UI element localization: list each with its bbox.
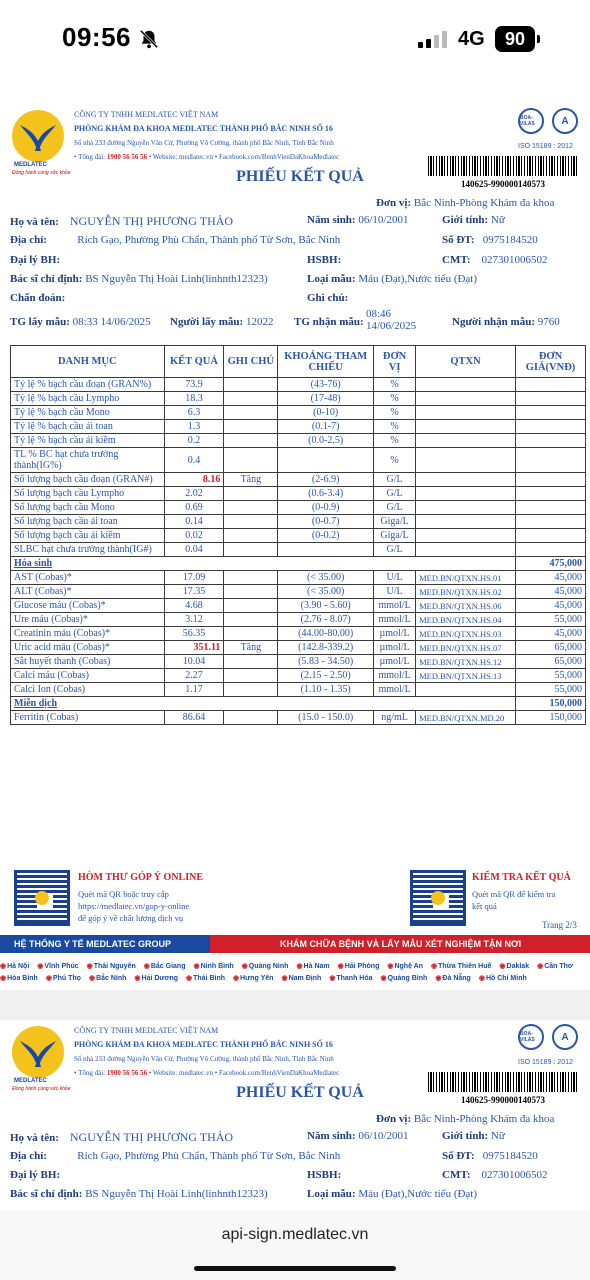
city-item: ◉ Quảng Bình (381, 975, 428, 982)
insurance-agent-field: Đại lý BH: (10, 1169, 61, 1181)
test-price: 65,000 (516, 641, 586, 655)
city-item: ◉ Hưng Yên (233, 975, 273, 982)
test-unit: % (374, 420, 416, 434)
test-name: Tỷ lệ % bạch cầu đoạn (GRAN%) (11, 378, 165, 392)
test-unit: G/L (374, 501, 416, 515)
test-unit: G/L (374, 473, 416, 487)
test-name: Số lượng bạch cầu ái toan (11, 515, 165, 529)
city-item: ◉ Vĩnh Phúc (37, 963, 78, 970)
test-unit: % (374, 406, 416, 420)
table-row (11, 378, 586, 392)
test-unit: mmol/L (374, 613, 416, 627)
bird-logo-icon (18, 119, 58, 153)
diagnosis-field: Chẩn đoán: (10, 292, 66, 304)
feedback-link[interactable]: https://medlatec.vn/gop-y-online (78, 901, 190, 911)
test-name: ALT (Cobas)* (11, 585, 165, 599)
group-price: 475,000 (516, 557, 586, 571)
test-price: 55,000 (516, 683, 586, 697)
test-procedure-code: MED.BN/QTXN.HS.07 (416, 641, 516, 655)
browser-address-bar[interactable] (0, 1210, 590, 1280)
table-row (11, 571, 586, 585)
clinic-name: PHÒNG KHÁM ĐA KHOA MEDLATEC THÀNH PHỐ BẮC NINH SỐ 16 (74, 124, 333, 133)
test-name: Số lượng bạch cầu ái kiềm (11, 529, 165, 543)
test-note (224, 392, 278, 406)
table-row (11, 543, 586, 557)
phone-field: Số ĐT: 0975184520 (442, 1150, 538, 1162)
page-title: PHIẾU KẾT QUẢ (236, 168, 364, 185)
test-procedure-code (416, 487, 516, 501)
test-reference: (< 35.00) (278, 571, 374, 585)
test-result: 18.3 (164, 392, 224, 406)
test-name: Sắt huyết thanh (Cobas) (11, 655, 165, 669)
test-note (224, 543, 278, 557)
cities-row-2 (0, 974, 590, 982)
city-item: ◉ Nghệ An (387, 963, 423, 970)
table-row (11, 711, 586, 725)
test-procedure-code (416, 501, 516, 515)
test-note (224, 669, 278, 683)
cmt-field: CMT: 027301006502 (442, 254, 548, 266)
table-row (11, 529, 586, 543)
test-price (516, 392, 586, 406)
logo-text: MEDLATEC (14, 162, 47, 168)
city-item: ◉ Hải Dương (134, 975, 178, 982)
iso-text: ISO 15189 : 2012 (518, 1059, 573, 1066)
table-row (11, 641, 586, 655)
test-result: 86.64 (164, 711, 224, 725)
col-header: GHI CHÚ (224, 346, 278, 378)
city-item: ◉ Hải Phòng (338, 963, 380, 970)
test-name: Ferritin (Cobas) (11, 711, 165, 725)
feedback-title: HÒM THƯ GÓP Ý ONLINE (78, 872, 204, 883)
test-price: 65,000 (516, 655, 586, 669)
iso-badge: BOA-VILAS (518, 1024, 544, 1050)
logo-slogan: Đồng hành cùng sức khỏe (12, 1086, 71, 1092)
note-field: Ghi chú: (307, 292, 349, 304)
city-item: ◉ Hòa Bình (0, 975, 38, 982)
test-unit: mmol/L (374, 599, 416, 613)
city-item: ◉ Daklak (499, 963, 529, 970)
table-row (11, 613, 586, 627)
test-reference: (5.83 - 34.50) (278, 655, 374, 669)
group-price: 150,000 (516, 697, 586, 711)
test-note (224, 406, 278, 420)
test-procedure-code: MED.BN/QTXN.HS.04 (416, 613, 516, 627)
group-name: Hóa sinh (11, 557, 516, 571)
test-name: Tỷ lệ % bạch cầu Mono (11, 406, 165, 420)
results-header-row (11, 346, 586, 378)
test-procedure-code (416, 683, 516, 697)
city-item: ◉ Thái Nguyên (87, 963, 136, 970)
logo-slogan: Đồng hành cùng sức khỏe (12, 170, 71, 176)
test-note (224, 683, 278, 697)
medlatec-logo (12, 1026, 64, 1078)
test-procedure-code (416, 406, 516, 420)
table-row (11, 487, 586, 501)
table-row (11, 501, 586, 515)
test-name: TL % BC hạt chưa trưởng thành(IG%) (11, 448, 165, 473)
banner-left: HỆ THỐNG Y TẾ MEDLATEC GROUP (0, 935, 210, 953)
test-price (516, 543, 586, 557)
unit-field: Đơn vị: Bắc Ninh-Phòng Khám đa khoa (376, 197, 555, 209)
table-row (11, 585, 586, 599)
test-unit: mmol/L (374, 669, 416, 683)
test-result: 6.3 (164, 406, 224, 420)
table-group-row (11, 697, 586, 711)
clinic-contact: • Tổng đài: 1900 56 56 56 • Website: medlatec.vn • Facebook.com/BenhVienDaKhoaMedlatec (74, 1069, 340, 1077)
test-note (224, 434, 278, 448)
test-note (224, 585, 278, 599)
test-note (224, 501, 278, 515)
name-field: Họ và tên: NGUYỄN THỊ PHƯƠNG THẢO (10, 1130, 234, 1144)
test-result: 1.3 (164, 420, 224, 434)
test-reference: (142.8-339.2) (278, 641, 374, 655)
test-note (224, 420, 278, 434)
test-note (224, 571, 278, 585)
test-procedure-code: MED.BN/QTXN.HS.03 (416, 627, 516, 641)
table-row (11, 599, 586, 613)
test-price (516, 501, 586, 515)
table-row (11, 655, 586, 669)
test-name: Tỷ lệ % bạch cầu Lympho (11, 392, 165, 406)
test-price (516, 487, 586, 501)
iso-badge: A (552, 108, 578, 134)
test-price: 150,000 (516, 711, 586, 725)
dob-field: Năm sinh: 06/10/2001 (307, 1130, 409, 1142)
unit-field: Đơn vị: Bắc Ninh-Phòng Khám đa khoa (376, 1113, 555, 1125)
test-unit: U/L (374, 585, 416, 599)
clinic-address: Số nhà 233 đường Nguyễn Văn Cừ, Phường Võ Cường, thành phố Bắc Ninh, Tỉnh Bắc Ninh (74, 1055, 334, 1063)
table-row (11, 420, 586, 434)
col-header: KHOẢNG THAM CHIẾU (278, 346, 374, 378)
sample-type-field: Loại mẫu: Máu (Đạt),Nước tiểu (Đạt) (307, 1188, 478, 1200)
test-name: Số lượng bạch cầu Lympho (11, 487, 165, 501)
test-result: 0.14 (164, 515, 224, 529)
col-header: ĐƠN VỊ (374, 346, 416, 378)
test-unit: % (374, 448, 416, 473)
phone-field: Số ĐT: 0975184520 (442, 234, 538, 246)
feedback-qr-code[interactable] (14, 870, 70, 926)
test-unit: Giga/L (374, 529, 416, 543)
silent-bell-icon (138, 28, 160, 50)
doctor-field: Bác sĩ chỉ định: BS Nguyễn Thị Hoài Linh(linhnth12323) (10, 1188, 268, 1200)
test-note (224, 378, 278, 392)
city-item: ◉ Quảng Ninh (242, 963, 289, 970)
test-reference: (1.10 - 1.35) (278, 683, 374, 697)
barcode-number: 140625-990000140573 (461, 179, 545, 189)
hsbh-field: HSBH: (307, 254, 342, 266)
test-price (516, 406, 586, 420)
test-reference: (2.76 - 8.07) (278, 613, 374, 627)
hsbh-field: HSBH: (307, 1169, 342, 1181)
test-procedure-code (416, 515, 516, 529)
test-name: AST (Cobas)* (11, 571, 165, 585)
city-item: ◉ Nam Định (281, 975, 321, 982)
table-row (11, 669, 586, 683)
address-field: Địa chỉ: Rích Gạo, Phường Phù Chẩn, Thành phố Từ Sơn, Bắc Ninh (10, 234, 341, 246)
status-time: 09:56 (62, 22, 131, 52)
test-unit: mmol/L (374, 683, 416, 697)
city-item: ◉ Thừa Thiên Huế (431, 963, 491, 970)
test-result: 17.09 (164, 571, 224, 585)
test-unit: µmol/L (374, 655, 416, 669)
city-item: ◉ Đà Nẵng (435, 975, 471, 982)
test-reference (278, 448, 374, 473)
test-note (224, 599, 278, 613)
check-result-qr-code[interactable] (410, 870, 466, 926)
footer-banner (0, 935, 590, 953)
company-name: CÔNG TY TNHH MEDLATEC VIỆT NAM (74, 1026, 219, 1035)
test-note (224, 529, 278, 543)
city-item: ◉ Hồ Chí Minh (479, 975, 527, 982)
test-name: Ure máu (Cobas)* (11, 613, 165, 627)
city-item: ◉ Thái Bình (186, 975, 225, 982)
test-reference: (43-76) (278, 378, 374, 392)
group-name: Miễn dịch (11, 697, 516, 711)
test-price: 45,000 (516, 585, 586, 599)
test-result: 56.35 (164, 627, 224, 641)
test-procedure-code (416, 543, 516, 557)
test-result: 73.9 (164, 378, 224, 392)
test-name: Tỷ lệ % bạch cầu ái kiềm (11, 434, 165, 448)
test-note (224, 515, 278, 529)
iso-text: ISO 15189 : 2012 (518, 143, 573, 150)
iso-badge: BOA-VILAS (518, 108, 544, 134)
test-unit: G/L (374, 543, 416, 557)
test-result: 0.2 (164, 434, 224, 448)
page-number: Trang 2/3 (542, 920, 577, 930)
test-reference (278, 543, 374, 557)
test-price: 55,000 (516, 669, 586, 683)
test-result: 8.16 (164, 473, 224, 487)
sample-taker-field: Người lấy mẫu: 12022 (170, 316, 274, 328)
feedback-text: Quét mã QR hoặc truy cập https://medlatec.vn/gop-y-online để góp ý về chất lượng dịch vụ (78, 889, 190, 923)
city-item: ◉ Phú Thọ (46, 975, 81, 982)
col-header: KẾT QUẢ (164, 346, 224, 378)
table-row (11, 683, 586, 697)
test-price (516, 378, 586, 392)
test-result: 17.35 (164, 585, 224, 599)
table-row (11, 448, 586, 473)
page-gap (0, 990, 590, 1020)
test-name: Calci Ion (Cobas) (11, 683, 165, 697)
test-unit: ng/mL (374, 711, 416, 725)
test-result: 2.02 (164, 487, 224, 501)
banner-right: KHÁM CHỮA BỆNH VÀ LẤY MẪU XÉT NGHIỆM TẬN NƠI (210, 935, 590, 953)
name-field: Họ và tên: NGUYỄN THỊ PHƯƠNG THẢO (10, 214, 234, 228)
barcode-number: 140625-990000140573 (461, 1095, 545, 1105)
test-procedure-code (416, 529, 516, 543)
test-name: Creatinin máu (Cobas)* (11, 627, 165, 641)
city-item: ◉ Hà Nội (0, 963, 29, 970)
test-procedure-code: MED.BN/QTXN.HS.13 (416, 669, 516, 683)
test-reference: (2.15 - 2.50) (278, 669, 374, 683)
test-note (224, 487, 278, 501)
check-result-text: Quét mã QR để kiểm tra kết quả (472, 889, 556, 911)
test-reference: (3.90 - 5.60) (278, 599, 374, 613)
test-name: Số lượng bạch cầu Mono (11, 501, 165, 515)
clinic-contact: • Tổng đài: 1900 56 56 56 • Website: medlatec.vn • Facebook.com/BenhVienDaKhoaMedlatec (74, 153, 340, 161)
test-name: SLBC hạt chưa trưởng thành(IG#) (11, 543, 165, 557)
test-unit: µmol/L (374, 641, 416, 655)
battery-icon: 90 (495, 26, 535, 52)
test-unit: % (374, 434, 416, 448)
test-procedure-code (416, 392, 516, 406)
test-price (516, 515, 586, 529)
test-price: 45,000 (516, 627, 586, 641)
city-item: ◉ Ninh Bình (193, 963, 233, 970)
receive-time-value: 08:46 14/06/2025 (366, 308, 417, 332)
signal-icon (418, 30, 447, 48)
test-result: 10.04 (164, 655, 224, 669)
test-procedure-code (416, 448, 516, 473)
receiver-field: Người nhận mẫu: 9760 (452, 316, 560, 328)
result-page-next (0, 1020, 590, 1210)
sex-field: Giới tính: Nữ (442, 214, 505, 226)
col-header: DANH MỤC (11, 346, 165, 378)
test-unit: % (374, 392, 416, 406)
test-note (224, 613, 278, 627)
test-reference: (17-48) (278, 392, 374, 406)
iso-badge: A (552, 1024, 578, 1050)
test-result: 0.04 (164, 543, 224, 557)
test-unit: G/L (374, 487, 416, 501)
test-unit: U/L (374, 571, 416, 585)
test-note (224, 627, 278, 641)
insurance-agent-field: Đại lý BH: (10, 254, 61, 266)
test-reference: (0.6-3.4) (278, 487, 374, 501)
results-body (11, 378, 586, 725)
test-reference: (0-0.2) (278, 529, 374, 543)
city-item: ◉ Hà Nam (296, 963, 329, 970)
test-name: Số lượng bạch cầu đoạn (GRAN#) (11, 473, 165, 487)
test-procedure-code (416, 420, 516, 434)
city-item: ◉ Thanh Hóa (329, 975, 372, 982)
results-table (10, 345, 586, 725)
test-note (224, 711, 278, 725)
test-note: Tăng (224, 473, 278, 487)
address-field: Địa chỉ: Rích Gạo, Phường Phù Chẩn, Thành phố Từ Sơn, Bắc Ninh (10, 1150, 341, 1162)
test-result: 351.11 (164, 641, 224, 655)
table-row (11, 473, 586, 487)
test-price (516, 529, 586, 543)
test-result: 0.4 (164, 448, 224, 473)
test-price (516, 434, 586, 448)
company-name: CÔNG TY TNHH MEDLATEC VIỆT NAM (74, 110, 219, 119)
test-name: Glucose máu (Cobas)* (11, 599, 165, 613)
test-name: Tỷ lệ % bạch cầu ái toan (11, 420, 165, 434)
test-reference: (0-0.7) (278, 515, 374, 529)
col-header: QTXN (416, 346, 516, 378)
test-procedure-code (416, 434, 516, 448)
test-procedure-code (416, 378, 516, 392)
test-result: 0.69 (164, 501, 224, 515)
doc-header (0, 82, 590, 202)
table-group-row (11, 557, 586, 571)
test-note: Tăng (224, 641, 278, 655)
test-price (516, 473, 586, 487)
cmt-field: CMT: 027301006502 (442, 1169, 548, 1181)
medlatec-logo (12, 110, 64, 162)
page-title: PHIẾU KẾT QUẢ (236, 1084, 364, 1101)
cities-row-1 (0, 962, 590, 970)
doctor-field: Bác sĩ chỉ định: BS Nguyễn Thị Hoài Linh(linhnth12323) (10, 273, 268, 285)
table-row (11, 434, 586, 448)
test-reference: (0-0.9) (278, 501, 374, 515)
col-header: ĐƠN GIÁ(VNĐ) (516, 346, 586, 378)
table-row (11, 392, 586, 406)
dob-field: Năm sinh: 06/10/2001 (307, 214, 409, 226)
iso-badges (518, 108, 584, 154)
test-price (516, 448, 586, 473)
clinic-address: Số nhà 233 đường Nguyễn Văn Cừ, Phường Võ Cường, thành phố Bắc Ninh, Tỉnh Bắc Ninh (74, 139, 334, 147)
receive-time-field: TG nhận mẫu: (294, 316, 364, 328)
test-price: 45,000 (516, 599, 586, 613)
check-result-title: KIỂM TRA KẾT QUẢ (472, 872, 571, 883)
bird-logo-icon (18, 1035, 58, 1069)
test-procedure-code: MED.BN/QTXN.HS.02 (416, 585, 516, 599)
test-reference: (< 35.00) (278, 585, 374, 599)
city-item: ◉ Cần Thơ (537, 963, 573, 970)
iso-badges (518, 1024, 584, 1070)
sample-type-field: Loại mẫu: Máu (Đạt),Nước tiểu (Đạt) (307, 273, 478, 285)
logo-text: MEDLATEC (14, 1078, 47, 1084)
table-row (11, 515, 586, 529)
table-row (11, 406, 586, 420)
table-row (11, 627, 586, 641)
home-indicator[interactable] (194, 1266, 396, 1271)
test-name: Calci máu (Cobas) (11, 669, 165, 683)
test-result: 0.02 (164, 529, 224, 543)
test-price: 45,000 (516, 571, 586, 585)
network-type: 4G (458, 28, 485, 50)
city-item: ◉ Bắc Giang (144, 963, 186, 970)
status-bar (0, 0, 590, 82)
test-reference: (0.0-2.5) (278, 434, 374, 448)
test-unit: µmol/L (374, 627, 416, 641)
city-item: ◉ Bắc Ninh (89, 975, 126, 982)
test-unit: Giga/L (374, 515, 416, 529)
test-reference: (0.1-7) (278, 420, 374, 434)
test-name: Uric acid máu (Cobas)* (11, 641, 165, 655)
clinic-name: PHÒNG KHÁM ĐA KHOA MEDLATEC THÀNH PHỐ BẮC NINH SỐ 16 (74, 1040, 333, 1049)
test-reference: (44.00-80.00) (278, 627, 374, 641)
test-reference: (2-6.9) (278, 473, 374, 487)
test-reference: (0-10) (278, 406, 374, 420)
test-result: 3.12 (164, 613, 224, 627)
test-result: 2.27 (164, 669, 224, 683)
test-procedure-code: MED.BN/QTXN.HS.01 (416, 571, 516, 585)
test-reference: (15.0 - 150.0) (278, 711, 374, 725)
test-procedure-code (416, 473, 516, 487)
test-procedure-code: MED.BN/QTXN.MD.20 (416, 711, 516, 725)
sample-time-field: TG lấy mẫu: 08:33 14/06/2025 (10, 316, 151, 328)
url-text[interactable]: api-sign.medlatec.vn (221, 1226, 369, 1243)
test-result: 4.68 (164, 599, 224, 613)
test-procedure-code: MED.BN/QTXN.HS.12 (416, 655, 516, 669)
test-price (516, 420, 586, 434)
test-note (224, 655, 278, 669)
test-price: 55,000 (516, 613, 586, 627)
test-result: 1.17 (164, 683, 224, 697)
doc-header (0, 1020, 590, 1118)
sex-field: Giới tính: Nữ (442, 1130, 505, 1142)
test-note (224, 448, 278, 473)
test-procedure-code: MED.BN/QTXN.HS.06 (416, 599, 516, 613)
test-unit: % (374, 378, 416, 392)
